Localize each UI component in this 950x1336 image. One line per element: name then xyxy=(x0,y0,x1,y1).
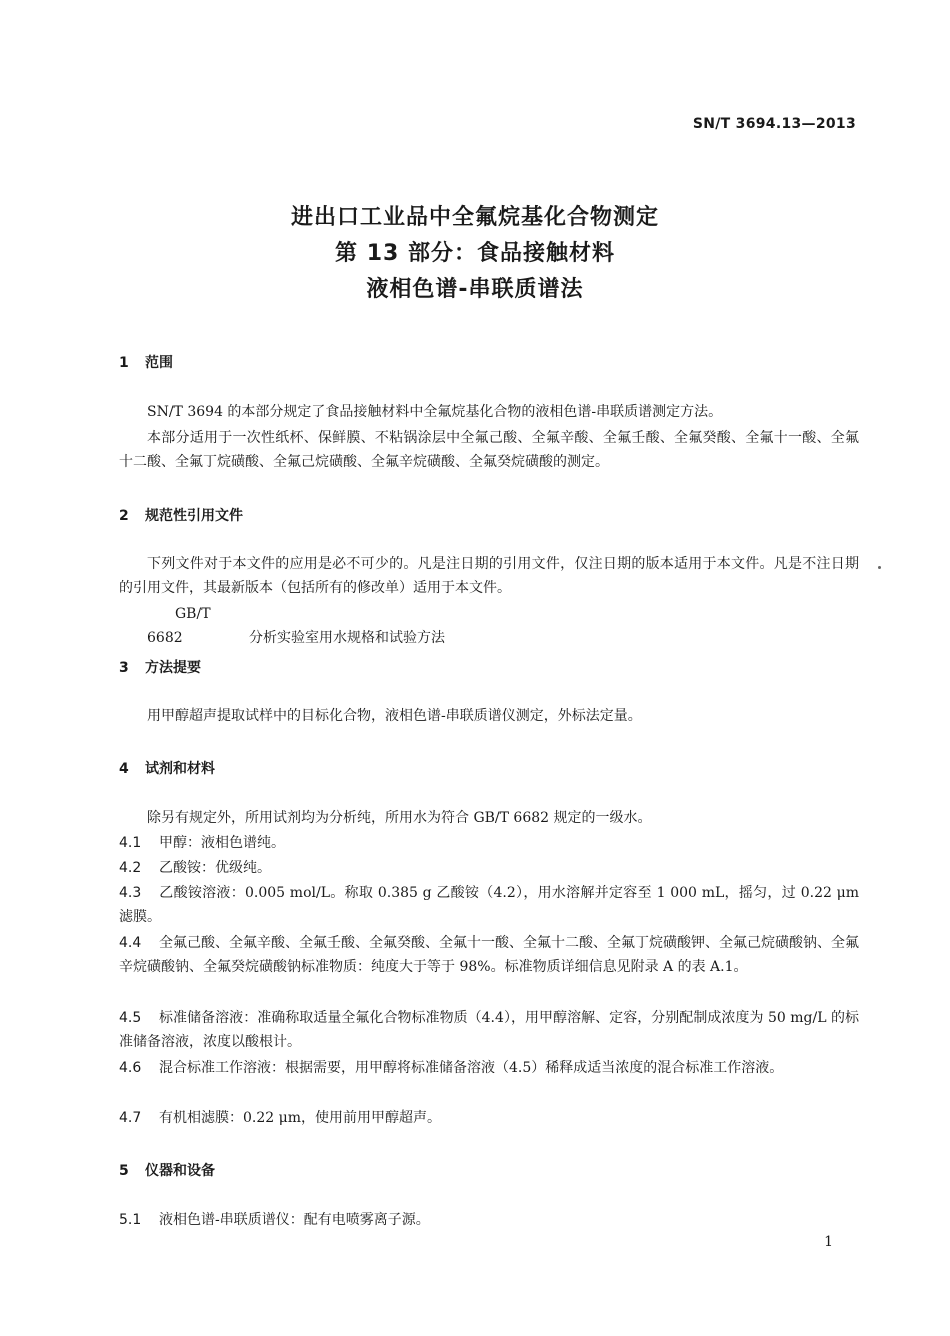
clause-4-4 xyxy=(119,931,859,979)
standard-code: SN/T 3694.13—2013 xyxy=(692,116,856,132)
clause-number: 4.2 xyxy=(119,860,142,876)
clause-text: 甲醇：液相色谱纯。 xyxy=(159,835,285,851)
title-line-2: 第 13 部分：食品接触材料 xyxy=(335,241,615,266)
title-line-3: 液相色谱-串联质谱法 xyxy=(366,277,584,302)
clause-5-1 xyxy=(119,1208,859,1232)
clause-number: 4.3 xyxy=(119,885,142,901)
section-number: 3 xyxy=(119,660,129,676)
section-number: 5 xyxy=(119,1163,129,1179)
section-title: 方法提要 xyxy=(145,660,201,676)
section-2-paragraph-1: 下列文件对于本文件的应用是必不可少的。凡是注日期的引用文件，仅注日期的版本适用于本文件。凡是不注日期的引用文件，其最新版本（包括所有的修改单）适用于本文件。 xyxy=(119,556,859,596)
clause-number: 4.7 xyxy=(119,1110,142,1126)
section-number: 1 xyxy=(119,355,129,371)
clause-number: 4.4 xyxy=(119,935,142,951)
section-2-heading xyxy=(119,505,243,525)
section-title: 规范性引用文件 xyxy=(145,508,243,524)
clause-text: 液相色谱-串联质谱仪：配有电喷雾离子源。 xyxy=(159,1212,430,1228)
section-title: 仪器和设备 xyxy=(145,1163,215,1179)
clause-4-2 xyxy=(119,856,859,880)
clause-number: 4.1 xyxy=(119,835,142,851)
section-title: 试剂和材料 xyxy=(145,761,215,777)
section-title: 范围 xyxy=(145,355,173,371)
normative-reference xyxy=(119,602,859,650)
clause-4-6 xyxy=(119,1056,859,1080)
section-number: 2 xyxy=(119,508,129,524)
section-1-heading xyxy=(119,352,173,372)
document-title xyxy=(0,200,950,308)
clause-text: 全氟己酸、全氟辛酸、全氟壬酸、全氟癸酸、全氟十一酸、全氟十二酸、全氟丁烷磺酸钾、全氟己烷磺酸钠、全氟辛烷磺酸钠、全氟癸烷磺酸钠标准物质：纯度大于等于 98%。标准物质详细信息见附录 A 的表 A.1。 xyxy=(119,935,859,975)
clause-number: 5.1 xyxy=(119,1212,142,1228)
clause-4-7 xyxy=(119,1106,859,1130)
clause-4-3 xyxy=(119,881,859,929)
clause-4-5 xyxy=(119,1006,859,1054)
clause-number: 4.6 xyxy=(119,1060,142,1076)
title-line-1: 进出口工业品中全氟烷基化合物测定 xyxy=(290,205,659,230)
section-1-paragraph-1: SN/T 3694 的本部分规定了食品接触材料中全氟烷基化合物的液相色谱-串联质谱测定方法。 xyxy=(147,404,723,420)
clause-text: 乙酸铵溶液：0.005 mol/L。称取 0.385 g 乙酸铵（4.2），用水溶解并定容至 1 000 mL，摇匀，过 0.22 μm 滤膜。 xyxy=(119,885,859,925)
scan-speck xyxy=(878,566,881,569)
clause-text: 标准储备溶液：准确称取适量全氟化合物标准物质（4.4），用甲醇溶解、定容，分别配制成浓度为 50 mg/L 的标准储备溶液，浓度以酸根计。 xyxy=(119,1010,859,1050)
section-4-heading xyxy=(119,758,215,778)
section-number: 4 xyxy=(119,761,129,777)
section-4-paragraph-1: 除另有规定外，所用试剂均为分析纯，所用水为符合 GB/T 6682 规定的一级水。 xyxy=(147,810,652,826)
section-3-paragraph-1: 用甲醇超声提取试样中的目标化合物，液相色谱-串联质谱仪测定，外标法定量。 xyxy=(147,708,642,724)
section-1-paragraph-2: 本部分适用于一次性纸杯、保鲜膜、不粘锅涂层中全氟己酸、全氟辛酸、全氟壬酸、全氟癸酸、全氟十一酸、全氟十二酸、全氟丁烷磺酸、全氟己烷磺酸、全氟辛烷磺酸、全氟癸烷磺酸的测定。 xyxy=(119,430,859,470)
page-number: 1 xyxy=(824,1234,833,1250)
clause-number: 4.5 xyxy=(119,1010,142,1026)
reference-title: 分析实验室用水规格和试验方法 xyxy=(249,630,445,646)
clause-text: 混合标准工作溶液：根据需要，用甲醇将标准储备溶液（4.5）稀释成适当浓度的混合标准工作溶液。 xyxy=(159,1060,784,1076)
section-5-heading xyxy=(119,1160,215,1180)
reference-code: GB/T 6682 xyxy=(147,606,211,646)
clause-text: 有机相滤膜：0.22 μm，使用前用甲醇超声。 xyxy=(159,1110,441,1126)
clause-4-1 xyxy=(119,831,859,855)
section-3-heading xyxy=(119,657,201,677)
clause-text: 乙酸铵：优级纯。 xyxy=(159,860,271,876)
